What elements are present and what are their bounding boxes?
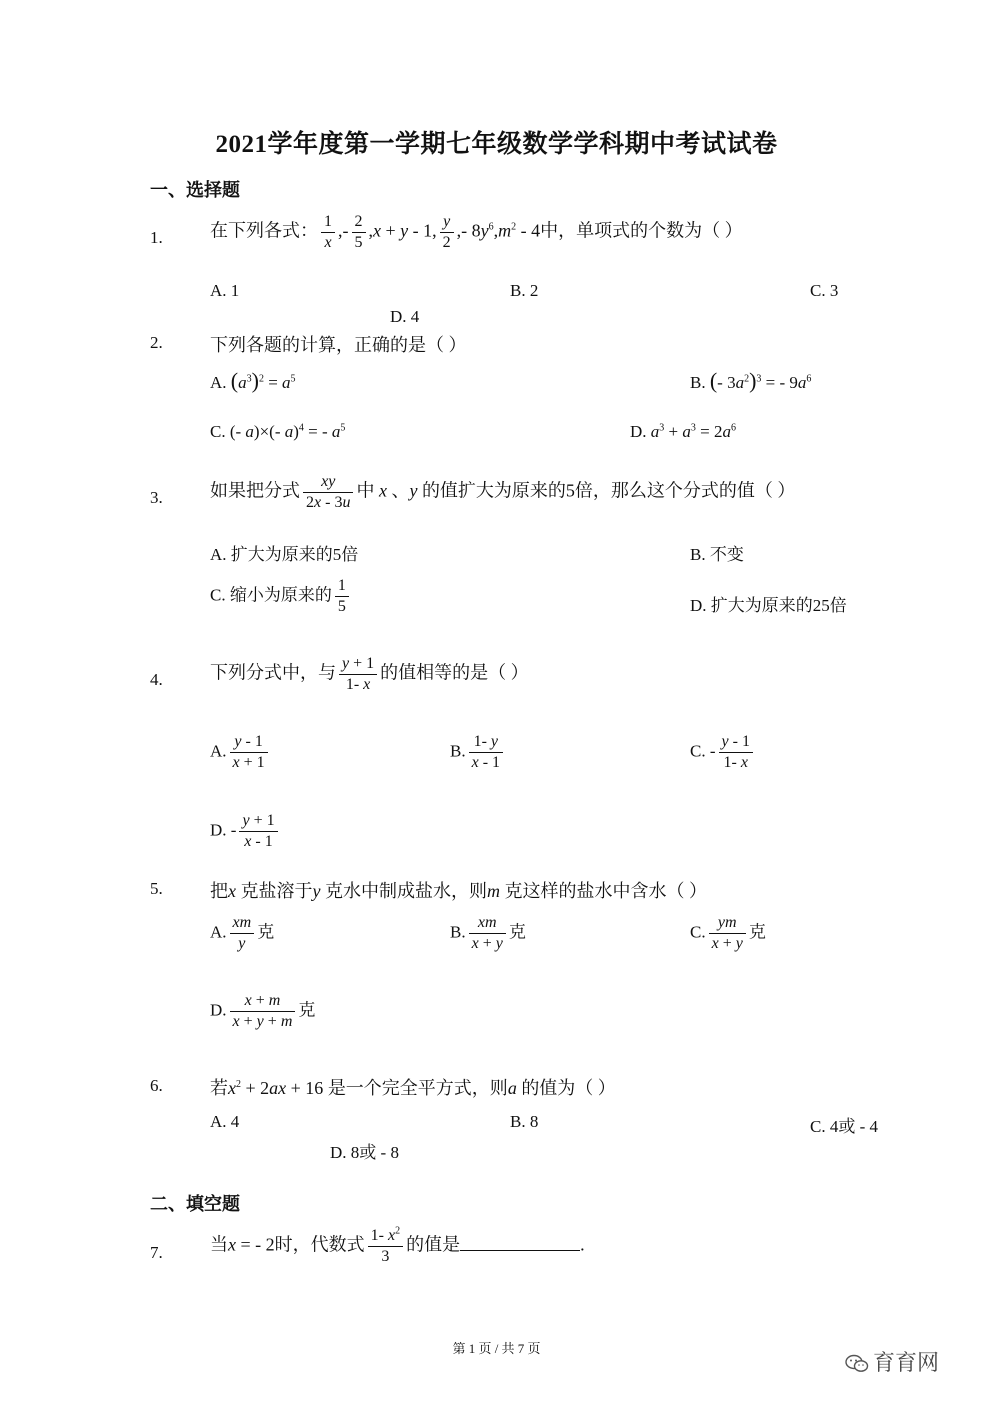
watermark-text: 育育网: [873, 1351, 940, 1376]
option-a: A. 4: [210, 1112, 240, 1131]
option-c: C. - $\frac{y - 1}{1- x}$: [690, 732, 756, 773]
option-a: A. $\frac{y - 1}{x + 1}$: [210, 732, 271, 773]
option-d: D. 扩大为原来的25倍: [690, 596, 847, 615]
question-number: 6.: [150, 1076, 163, 1095]
question-number: 4.: [150, 670, 163, 689]
option-c: C. 4或 - 4: [810, 1117, 878, 1136]
option-c: C. 缩小为原来的 $\frac{1}{5}$: [210, 576, 352, 617]
question-stem: 在下列各式： $\frac{1}{x}$ ,- $\frac{2}{5}$ ,x + y - 1, $\frac{y}{2}$ ,- $8y^6,m^2 - 4$中，单项式的个数为（ ）: [210, 213, 743, 251]
section-heading-fill: 二、填空题: [150, 1194, 240, 1214]
section-heading-choice: 一、选择题: [150, 180, 240, 200]
question-stem: 下列分式中，与 $\frac{y + 1}{1- x}$ 的值相等的是（ ）: [210, 655, 529, 693]
option-c: C. (- a)×(- a)$^4$ = - $a^5$: [210, 422, 346, 441]
question-stem: 如果把分式 $\frac{xy}{2x - 3u}$ 中 x 、y 的值扩大为原来的5倍，那么这个分式的值（ ）: [210, 473, 796, 511]
answer-blank[interactable]: [460, 1232, 580, 1251]
option-b: B. 不变: [690, 545, 744, 564]
question-stem: 下列各题的计算，正确的是（ ）: [210, 335, 467, 355]
option-b: B. $\frac{1- y}{x - 1}$: [450, 732, 506, 773]
option-d: D. 8或 - 8: [330, 1143, 399, 1162]
option-d: D. $a^3 + a^3 = 2a^6$: [630, 422, 736, 441]
option-d: D. - $\frac{y + 1}{x - 1}$: [210, 811, 281, 852]
option-b: B. $\frac{xm}{x + y}$ 克: [450, 914, 526, 952]
question-number: 2.: [150, 333, 163, 352]
watermark: [845, 1346, 939, 1377]
option-b: B. 8: [510, 1112, 539, 1131]
option-d: D. 4: [390, 307, 420, 326]
option-b: B. (- $3a^2)^3$ = - $9a^6$: [690, 368, 812, 393]
question-stem: 当x = - 2时，代数式 $\frac{1- x^2}{3}$ 的值是 .: [210, 1225, 585, 1265]
question-stem: 把x 克盐溶于y 克水中制成盐水，则m 克这样的盐水中含水（ ）: [210, 881, 707, 901]
question-number: 1.: [150, 228, 163, 247]
question-number: 3.: [150, 488, 163, 507]
question-number: 7.: [150, 1243, 163, 1262]
option-a: A. 扩大为原来的5倍: [210, 545, 359, 564]
option-a: A. $(a^3)^2 = a^5$: [210, 368, 296, 393]
option-c: C. $\frac{ym}{x + y}$ 克: [690, 914, 766, 952]
question-stem: 若$x^2 + 2ax + 16$ 是一个完全平方式，则a 的值为（ ）: [210, 1078, 616, 1098]
option-a: A. $\frac{xm}{y}$ 克: [210, 914, 275, 952]
page-title: 2021学年度第一学期七年级数学学科期中考试试卷: [215, 131, 778, 158]
option-d: D. $\frac{x + m}{x + y + m}$ 克: [210, 992, 316, 1030]
question-number: 5.: [150, 879, 163, 898]
page-footer: 第 1 页 / 共 7 页: [452, 1341, 541, 1356]
option-a: A. 1: [210, 281, 240, 300]
wechat-icon: [845, 1354, 869, 1374]
option-c: C. 3: [810, 281, 839, 300]
option-b: B. 2: [510, 281, 539, 300]
